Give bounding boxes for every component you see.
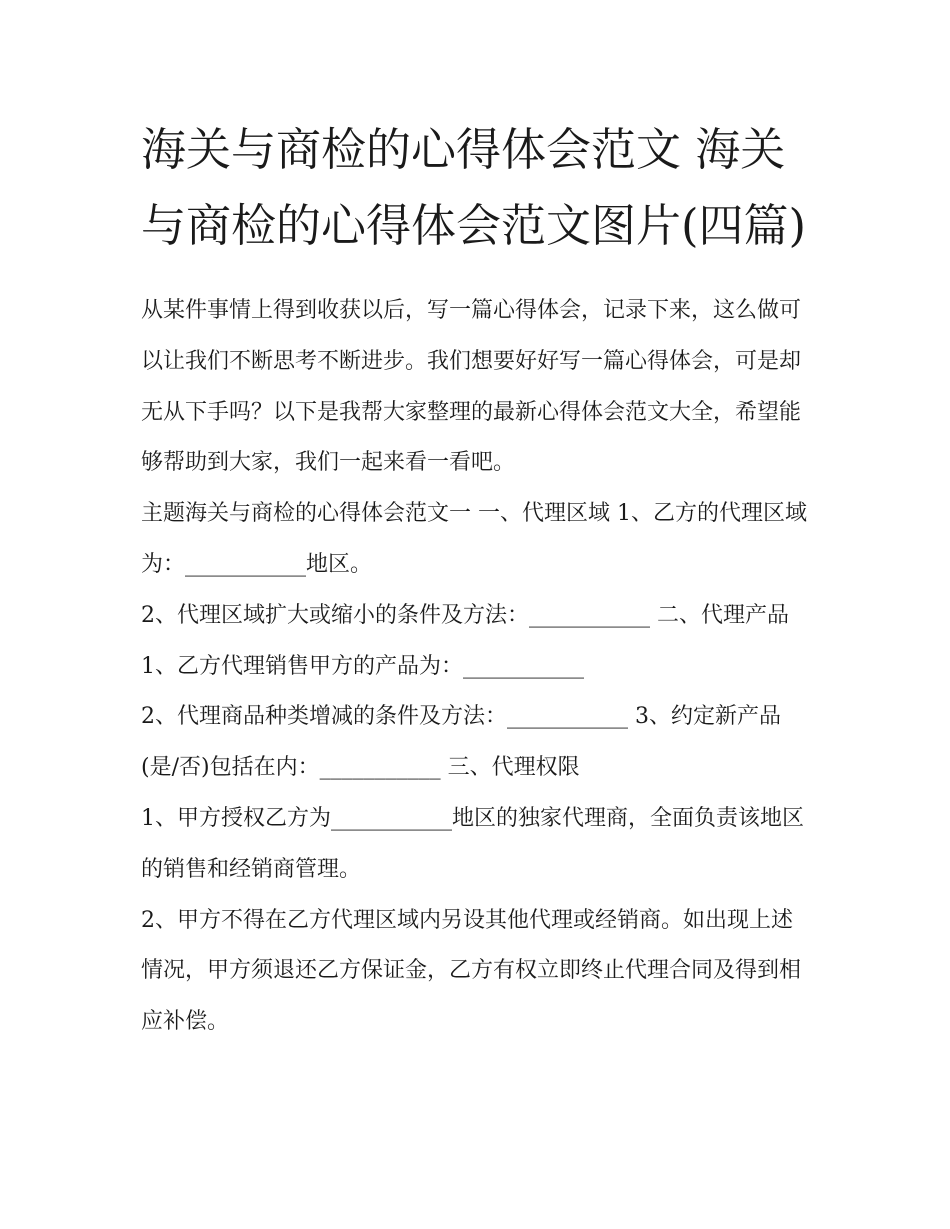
document-page (141, 112, 813, 1048)
document-body (141, 286, 813, 1048)
paragraph-no-other-agents: 2、甲方不得在乙方代理区域内另设其他代理或经销商。如出现上述情况，甲方须退还乙方保证金，乙方有权立即终止代理合同及得到相应补偿。 (141, 907, 802, 1035)
paragraph-agency-area: 主题海关与商检的心得体会范文一 一、代理区域 1、乙方的代理区域为：___________地区。 (141, 501, 807, 577)
paragraph-area-change: 2、代理区域扩大或缩小的条件及方法：___________ 二、代理产品 1、乙方代理销售甲方的产品为：___________ (141, 602, 789, 679)
paragraph-intro: 从某件事情上得到收获以后，写一篇心得体会，记录下来，这么做可以让我们不断思考不断进步。我们想要好好写一篇心得体会，可是却无从下手吗？以下是我帮大家整理的最新心得体会范文大全，希望能够帮助到大家，我们一起来看一看吧。 (141, 298, 802, 476)
document-title: 海关与商检的心得体会范文 海关与商检的心得体会范文图片(四篇) (141, 123, 807, 252)
paragraph-exclusive-agent: 1、甲方授权乙方为___________地区的独家代理商，全面负责该地区的销售和经销商管理。 (141, 805, 804, 882)
paragraph-product-change: 2、代理商品种类增减的条件及方法：___________ 3、约定新产品(是/否)包括在内：___________ 三、代理权限 (141, 704, 781, 781)
